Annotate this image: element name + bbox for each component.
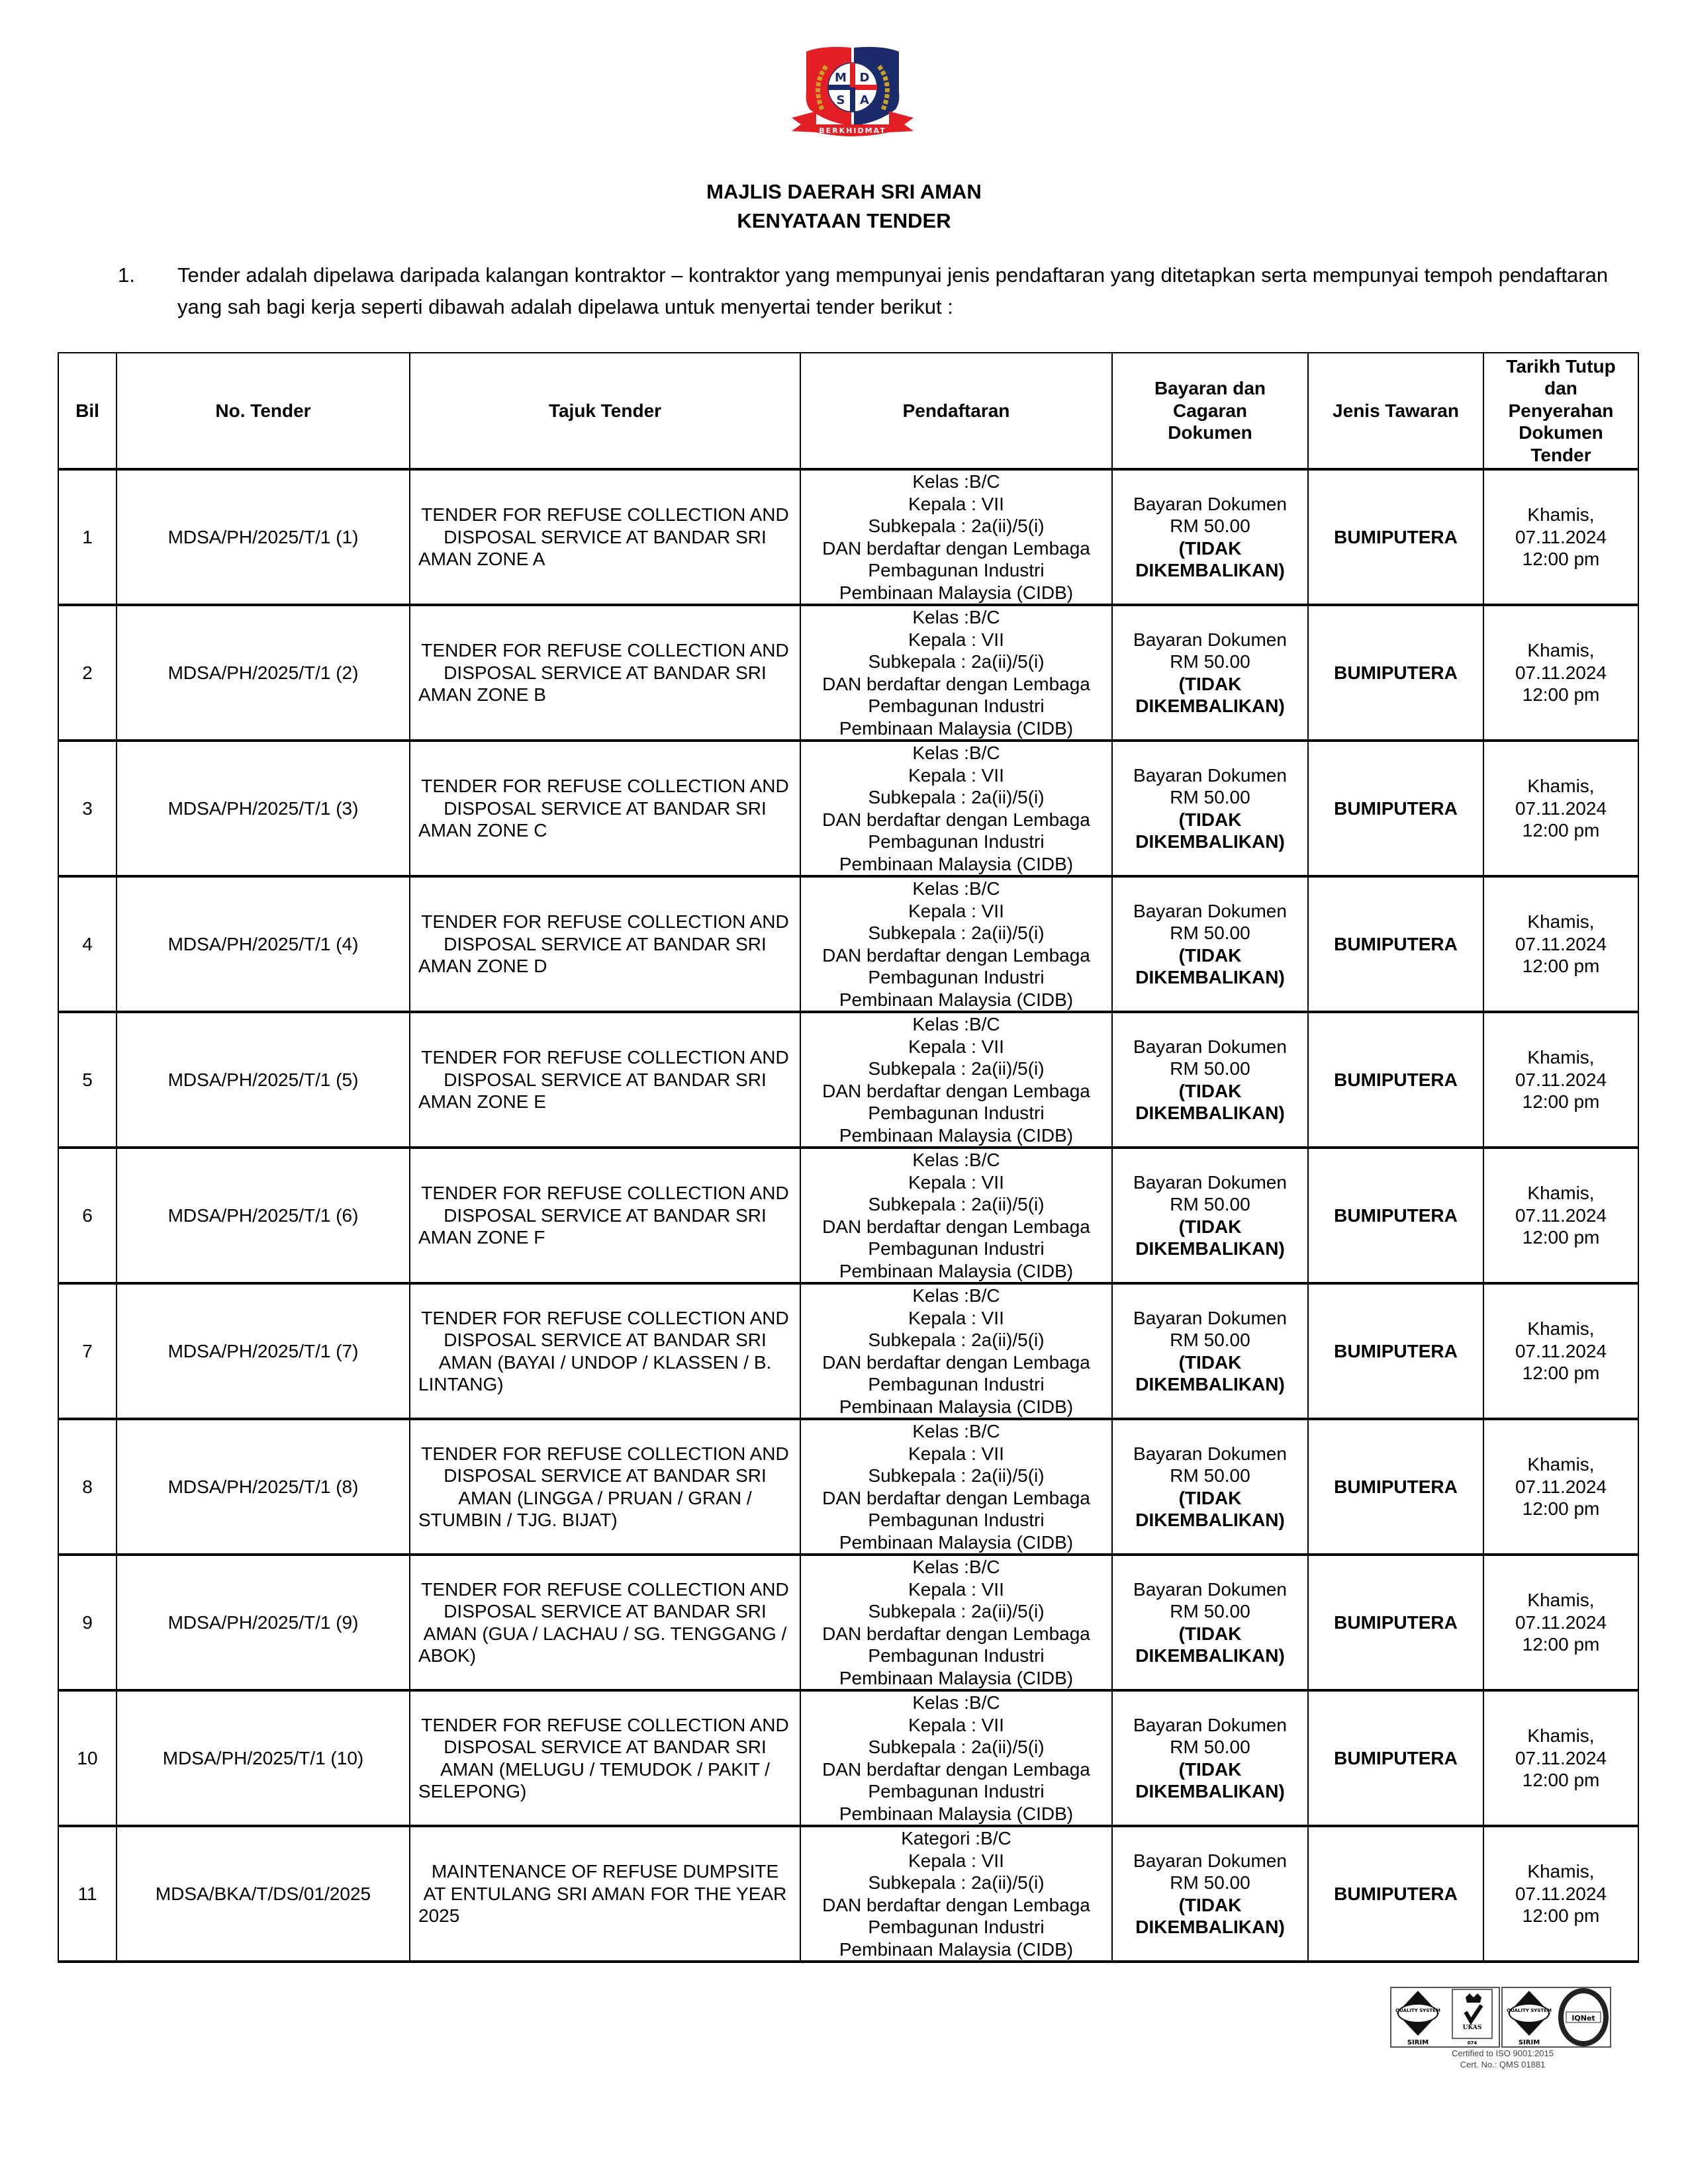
registration-line: Pembagunan Industri xyxy=(868,967,1045,987)
iqnet-certified-icon xyxy=(1561,1991,1606,2044)
registration-line: Kelas :B/C xyxy=(912,1421,1000,1441)
svg-text:UKAS: UKAS xyxy=(1462,2025,1482,2031)
cell-tender-title: TENDER FOR REFUSE COLLECTION AND DISPOSAL SERVICE AT BANDAR SRI AMAN ZONE A xyxy=(410,469,800,605)
cell-registration xyxy=(800,1012,1112,1148)
cell-offer-type xyxy=(1308,1012,1483,1148)
cell-offer-type xyxy=(1308,1283,1483,1419)
table-header-row xyxy=(58,353,1638,469)
cell-offer-type xyxy=(1308,605,1483,741)
closing-date: 07.11.2024 xyxy=(1515,1340,1607,1361)
cell-tender-number: MDSA/BKA/T/DS/01/2025 xyxy=(117,1826,410,1962)
payment-note: DIKEMBALIKAN) xyxy=(1135,831,1285,852)
registration-line: Pembagunan Industri xyxy=(868,1510,1045,1530)
payment-note: (TIDAK xyxy=(1178,944,1242,966)
payment-label: Bayaran Dokumen xyxy=(1133,1578,1287,1600)
registration-line: DAN berdaftar dengan Lembaga xyxy=(822,1216,1090,1237)
cell-bil: 6 xyxy=(58,1148,117,1283)
payment-amount: RM 50.00 xyxy=(1170,1872,1250,1893)
svg-text:SIRIM: SIRIM xyxy=(1518,2039,1540,2046)
registration-line: Kepala : VII xyxy=(908,493,1004,514)
cell-tender-title: TENDER FOR REFUSE COLLECTION AND DISPOSAL SERVICE AT BANDAR SRI AMAN (LINGGA / PRUAN / GRAN / STUMBIN / TJG. BIJAT) xyxy=(410,1419,800,1555)
cell-bil: 5 xyxy=(58,1012,117,1148)
offer-type-value: BUMIPUTERA xyxy=(1334,1883,1458,1904)
sirim-quality-system-icon xyxy=(1395,1991,1440,2046)
header-jenis-tawaran: Jenis Tawaran xyxy=(1308,353,1483,469)
cell-offer-type xyxy=(1308,1148,1483,1283)
cell-closing-date xyxy=(1483,1283,1638,1419)
registration-line: Kelas :B/C xyxy=(912,1285,1000,1306)
payment-note: (TIDAK xyxy=(1178,1623,1242,1644)
table-row xyxy=(58,1419,1638,1555)
registration-line: DAN berdaftar dengan Lembaga xyxy=(822,673,1090,694)
payment-note: (TIDAK xyxy=(1178,537,1242,559)
registration-line: Pembinaan Malaysia (CIDB) xyxy=(839,1531,1074,1553)
registration-line: Pembinaan Malaysia (CIDB) xyxy=(839,989,1074,1010)
offer-type-value: BUMIPUTERA xyxy=(1334,797,1458,819)
payment-note: DIKEMBALIKAN) xyxy=(1135,1238,1285,1259)
organization-name: MAJLIS DAERAH SRI AMAN xyxy=(706,180,982,203)
closing-date: 07.11.2024 xyxy=(1515,933,1607,954)
registration-line: Kepala : VII xyxy=(908,1307,1004,1328)
registration-line: Kepala : VII xyxy=(908,764,1004,786)
document-title: KENYATAAN TENDER xyxy=(737,209,951,232)
table-row xyxy=(58,876,1638,1012)
registration-line: Pembagunan Industri xyxy=(868,1238,1045,1259)
offer-type-value: BUMIPUTERA xyxy=(1334,1476,1458,1497)
closing-time: 12:00 pm xyxy=(1522,1905,1600,1927)
payment-amount: RM 50.00 xyxy=(1170,1330,1250,1350)
registration-line: Subkepala : 2a(ii)/5(i) xyxy=(868,1601,1045,1621)
svg-text:074: 074 xyxy=(1467,2040,1477,2046)
registration-line: DAN berdaftar dengan Lembaga xyxy=(822,537,1090,559)
registration-line: Pembinaan Malaysia (CIDB) xyxy=(839,1803,1074,1824)
payment-label: Bayaran Dokumen xyxy=(1133,1850,1287,1871)
registration-line: Kelas :B/C xyxy=(912,1557,1000,1577)
registration-line: Pembinaan Malaysia (CIDB) xyxy=(839,1667,1074,1688)
closing-date: 07.11.2024 xyxy=(1515,1747,1607,1768)
registration-line: Pembinaan Malaysia (CIDB) xyxy=(839,853,1074,874)
table-row xyxy=(58,605,1638,741)
payment-amount: RM 50.00 xyxy=(1170,1601,1250,1621)
registration-line: DAN berdaftar dengan Lembaga xyxy=(822,944,1090,966)
registration-line: Kepala : VII xyxy=(908,1036,1004,1057)
cell-closing-date xyxy=(1483,1690,1638,1826)
payment-label: Bayaran Dokumen xyxy=(1133,1171,1287,1193)
registration-line: Pembagunan Industri xyxy=(868,1917,1045,1937)
table-body xyxy=(58,469,1638,1962)
registration-line: Pembagunan Industri xyxy=(868,1374,1045,1394)
sirim-ukas-badge xyxy=(1390,1987,1500,2048)
closing-day: Khamis, xyxy=(1527,1318,1595,1340)
registration-line: Pembinaan Malaysia (CIDB) xyxy=(839,582,1074,603)
cell-registration xyxy=(800,1419,1112,1555)
svg-text:SIRIM: SIRIM xyxy=(1407,2039,1429,2046)
registration-line: Kelas :B/C xyxy=(912,471,1000,492)
registration-line: Kelas :B/C xyxy=(912,878,1000,899)
payment-note: (TIDAK xyxy=(1178,1080,1242,1101)
registration-line: DAN berdaftar dengan Lembaga xyxy=(822,1623,1090,1644)
cell-payment xyxy=(1112,1012,1308,1148)
header-tajuk-tender: Tajuk Tender xyxy=(410,353,800,469)
council-logo xyxy=(786,40,919,139)
closing-day: Khamis, xyxy=(1527,1725,1595,1747)
registration-line: Pembinaan Malaysia (CIDB) xyxy=(839,717,1074,739)
payment-note: (TIDAK xyxy=(1178,1216,1242,1237)
cell-tender-title: TENDER FOR REFUSE COLLECTION AND DISPOSAL SERVICE AT BANDAR SRI AMAN ZONE F xyxy=(410,1148,800,1283)
payment-note: DIKEMBALIKAN) xyxy=(1135,1645,1285,1666)
registration-line: DAN berdaftar dengan Lembaga xyxy=(822,1487,1090,1508)
registration-line: Subkepala : 2a(ii)/5(i) xyxy=(868,1330,1045,1350)
cell-payment xyxy=(1112,1826,1308,1962)
registration-line: Subkepala : 2a(ii)/5(i) xyxy=(868,1058,1045,1079)
cell-payment xyxy=(1112,469,1308,605)
closing-date: 07.11.2024 xyxy=(1515,1205,1607,1226)
registration-line: Kepala : VII xyxy=(908,629,1004,650)
payment-amount: RM 50.00 xyxy=(1170,1194,1250,1214)
cell-offer-type xyxy=(1308,876,1483,1012)
closing-date: 07.11.2024 xyxy=(1515,1476,1607,1497)
registration-line: Kelas :B/C xyxy=(912,607,1000,627)
registration-line: Subkepala : 2a(ii)/5(i) xyxy=(868,787,1045,807)
header-pendaftaran: Pendaftaran xyxy=(800,353,1112,469)
closing-time: 12:00 pm xyxy=(1522,1770,1600,1791)
closing-time: 12:00 pm xyxy=(1522,956,1600,977)
header-tarikh-tutup: Tarikh Tutup dan Penyerahan Dokumen Tender xyxy=(1483,353,1638,469)
cell-closing-date xyxy=(1483,876,1638,1012)
closing-time: 12:00 pm xyxy=(1522,684,1600,705)
registration-line: Pembagunan Industri xyxy=(868,696,1045,716)
cell-payment xyxy=(1112,1283,1308,1419)
logo-letter: M xyxy=(835,71,847,85)
cell-payment xyxy=(1112,1690,1308,1826)
closing-date: 07.11.2024 xyxy=(1515,526,1607,547)
registration-line: Kepala : VII xyxy=(908,900,1004,921)
table-row xyxy=(58,1826,1638,1962)
registration-line: Kategori :B/C xyxy=(901,1828,1011,1848)
payment-amount: RM 50.00 xyxy=(1170,787,1250,807)
closing-time: 12:00 pm xyxy=(1522,1227,1600,1248)
cell-registration xyxy=(800,605,1112,741)
payment-label: Bayaran Dokumen xyxy=(1133,900,1287,921)
registration-line: Pembinaan Malaysia (CIDB) xyxy=(839,1396,1074,1417)
header-bil: Bil xyxy=(58,353,117,469)
ukas-quality-management-icon xyxy=(1452,1989,1492,2046)
registration-line: Pembagunan Industri xyxy=(868,1781,1045,1801)
cell-registration xyxy=(800,469,1112,605)
payment-label: Bayaran Dokumen xyxy=(1133,1714,1287,1735)
cell-closing-date xyxy=(1483,1012,1638,1148)
tender-table xyxy=(58,352,1639,1963)
cell-closing-date xyxy=(1483,605,1638,741)
table-row xyxy=(58,1690,1638,1826)
cell-tender-title: TENDER FOR REFUSE COLLECTION AND DISPOSAL SERVICE AT BANDAR SRI AMAN (BAYAI / UNDOP / KLASSEN / B. LINTANG) xyxy=(410,1283,800,1419)
closing-time: 12:00 pm xyxy=(1522,1091,1600,1113)
registration-line: Kepala : VII xyxy=(908,1714,1004,1735)
registration-line: Subkepala : 2a(ii)/5(i) xyxy=(868,1194,1045,1214)
payment-amount: RM 50.00 xyxy=(1170,516,1250,536)
table-row xyxy=(58,469,1638,605)
registration-line: Kelas :B/C xyxy=(912,743,1000,763)
registration-line: Subkepala : 2a(ii)/5(i) xyxy=(868,1737,1045,1757)
cell-bil: 3 xyxy=(58,741,117,876)
payment-note: DIKEMBALIKAN) xyxy=(1135,1103,1285,1123)
mdsa-crest-icon xyxy=(786,40,919,139)
payment-label: Bayaran Dokumen xyxy=(1133,1443,1287,1464)
payment-note: DIKEMBALIKAN) xyxy=(1135,1374,1285,1394)
cell-registration xyxy=(800,876,1112,1012)
cell-bil: 7 xyxy=(58,1283,117,1419)
cell-registration xyxy=(800,1148,1112,1283)
logo-letter: A xyxy=(860,93,869,107)
cell-payment xyxy=(1112,1555,1308,1690)
cell-offer-type xyxy=(1308,1690,1483,1826)
payment-note: DIKEMBALIKAN) xyxy=(1135,696,1285,716)
cell-bil: 1 xyxy=(58,469,117,605)
closing-day: Khamis, xyxy=(1527,1454,1595,1475)
cell-registration xyxy=(800,741,1112,876)
registration-line: Subkepala : 2a(ii)/5(i) xyxy=(868,516,1045,536)
cell-offer-type xyxy=(1308,741,1483,876)
offer-type-value: BUMIPUTERA xyxy=(1334,1340,1458,1361)
offer-type-value: BUMIPUTERA xyxy=(1334,662,1458,683)
payment-note: (TIDAK xyxy=(1178,1351,1242,1373)
table-row xyxy=(58,1012,1638,1148)
cell-tender-number: MDSA/PH/2025/T/1 (2) xyxy=(117,605,410,741)
closing-time: 12:00 pm xyxy=(1522,1498,1600,1520)
cell-closing-date xyxy=(1483,1148,1638,1283)
cell-payment xyxy=(1112,876,1308,1012)
payment-label: Bayaran Dokumen xyxy=(1133,493,1287,514)
header-no-tender: No. Tender xyxy=(117,353,410,469)
cell-closing-date xyxy=(1483,469,1638,605)
closing-date: 07.11.2024 xyxy=(1515,1069,1607,1090)
registration-line: Kepala : VII xyxy=(908,1171,1004,1193)
registration-line: Pembagunan Industri xyxy=(868,1645,1045,1666)
cell-registration xyxy=(800,1826,1112,1962)
closing-time: 12:00 pm xyxy=(1522,1634,1600,1655)
payment-amount: RM 50.00 xyxy=(1170,651,1250,672)
registration-line: DAN berdaftar dengan Lembaga xyxy=(822,809,1090,830)
registration-line: Pembinaan Malaysia (CIDB) xyxy=(839,1938,1074,1960)
table-row xyxy=(58,1148,1638,1283)
closing-day: Khamis, xyxy=(1527,504,1595,525)
cell-bil: 4 xyxy=(58,876,117,1012)
registration-line: Pembagunan Industri xyxy=(868,560,1045,580)
registration-line: Kelas :B/C xyxy=(912,1014,1000,1034)
cell-payment xyxy=(1112,605,1308,741)
cell-registration xyxy=(800,1555,1112,1690)
table-row xyxy=(58,1283,1638,1419)
cell-tender-title: TENDER FOR REFUSE COLLECTION AND DISPOSAL SERVICE AT BANDAR SRI AMAN (GUA / LACHAU / SG. TENGGANG / ABOK) xyxy=(410,1555,800,1690)
registration-line: Subkepala : 2a(ii)/5(i) xyxy=(868,651,1045,672)
payment-note: (TIDAK xyxy=(1178,1487,1242,1508)
payment-note: DIKEMBALIKAN) xyxy=(1135,1781,1285,1801)
cell-bil: 9 xyxy=(58,1555,117,1690)
table-row xyxy=(58,741,1638,876)
cell-payment xyxy=(1112,741,1308,876)
table-row xyxy=(58,1555,1638,1690)
closing-date: 07.11.2024 xyxy=(1515,1612,1607,1633)
registration-line: Pembinaan Malaysia (CIDB) xyxy=(839,1260,1074,1281)
registration-line: Kepala : VII xyxy=(908,1578,1004,1600)
registration-line: Subkepala : 2a(ii)/5(i) xyxy=(868,1465,1045,1486)
closing-day: Khamis, xyxy=(1527,640,1595,661)
offer-type-value: BUMIPUTERA xyxy=(1334,1069,1458,1090)
cell-tender-title: TENDER FOR REFUSE COLLECTION AND DISPOSAL SERVICE AT BANDAR SRI AMAN ZONE E xyxy=(410,1012,800,1148)
cell-tender-title: TENDER FOR REFUSE COLLECTION AND DISPOSAL SERVICE AT BANDAR SRI AMAN ZONE C xyxy=(410,741,800,876)
sirim-quality-system-icon xyxy=(1507,1991,1552,2046)
cell-tender-number: MDSA/PH/2025/T/1 (5) xyxy=(117,1012,410,1148)
closing-day: Khamis, xyxy=(1527,1590,1595,1611)
closing-date: 07.11.2024 xyxy=(1515,662,1607,683)
payment-note: (TIDAK xyxy=(1178,809,1242,830)
closing-day: Khamis, xyxy=(1527,1861,1595,1882)
closing-time: 12:00 pm xyxy=(1522,549,1600,570)
registration-line: DAN berdaftar dengan Lembaga xyxy=(822,1894,1090,1915)
offer-type-value: BUMIPUTERA xyxy=(1334,1747,1458,1768)
certification-badges xyxy=(1390,1987,1615,2079)
cell-bil: 10 xyxy=(58,1690,117,1826)
payment-amount: RM 50.00 xyxy=(1170,1058,1250,1079)
logo-motto: BERKHIDMAT xyxy=(819,126,886,135)
logo-letter: D xyxy=(859,71,870,85)
cell-tender-title: TENDER FOR REFUSE COLLECTION AND DISPOSAL SERVICE AT BANDAR SRI AMAN ZONE B xyxy=(410,605,800,741)
cell-bil: 8 xyxy=(58,1419,117,1555)
offer-type-value: BUMIPUTERA xyxy=(1334,933,1458,954)
cell-registration xyxy=(800,1690,1112,1826)
registration-line: Kepala : VII xyxy=(908,1850,1004,1871)
cell-tender-number: MDSA/PH/2025/T/1 (4) xyxy=(117,876,410,1012)
registration-line: Pembagunan Industri xyxy=(868,831,1045,852)
cell-closing-date xyxy=(1483,1555,1638,1690)
offer-type-value: BUMIPUTERA xyxy=(1334,1612,1458,1633)
registration-line: Pembinaan Malaysia (CIDB) xyxy=(839,1124,1074,1146)
svg-text:QUALITY SYSTEM: QUALITY SYSTEM xyxy=(1507,2008,1552,2013)
svg-text:QUALITY SYSTEM: QUALITY SYSTEM xyxy=(1395,2008,1440,2013)
cert-number-text: Cert. No.: QMS 01881 xyxy=(1460,2060,1546,2070)
intro-paragraph xyxy=(118,259,1614,323)
payment-label: Bayaran Dokumen xyxy=(1133,1036,1287,1057)
cell-offer-type xyxy=(1308,1419,1483,1555)
cell-bil: 11 xyxy=(58,1826,117,1962)
offer-type-value: BUMIPUTERA xyxy=(1334,1205,1458,1226)
closing-time: 12:00 pm xyxy=(1522,820,1600,841)
cell-payment xyxy=(1112,1419,1308,1555)
cell-tender-number: MDSA/PH/2025/T/1 (10) xyxy=(117,1690,410,1826)
registration-line: Subkepala : 2a(ii)/5(i) xyxy=(868,1872,1045,1893)
closing-date: 07.11.2024 xyxy=(1515,797,1607,819)
registration-line: Kepala : VII xyxy=(908,1443,1004,1464)
paragraph-text: Tender adalah dipelawa daripada kalangan kontraktor – kontraktor yang mempunyai jenis pendaftaran yang ditetapkan serta mempunyai tempoh pendaftaran yang sah bagi kerja seperti dibawah adalah dipelawa untuk menyertai tender berikut : xyxy=(177,263,1609,318)
cell-closing-date xyxy=(1483,1419,1638,1555)
cell-offer-type xyxy=(1308,1555,1483,1690)
cell-offer-type xyxy=(1308,469,1483,605)
cell-tender-number: MDSA/PH/2025/T/1 (8) xyxy=(117,1419,410,1555)
cell-tender-title: TENDER FOR REFUSE COLLECTION AND DISPOSAL SERVICE AT BANDAR SRI AMAN ZONE D xyxy=(410,876,800,1012)
payment-note: DIKEMBALIKAN) xyxy=(1135,1917,1285,1937)
header-bayaran: Bayaran dan Cagaran Dokumen xyxy=(1112,353,1308,469)
registration-line: DAN berdaftar dengan Lembaga xyxy=(822,1758,1090,1780)
closing-day: Khamis, xyxy=(1527,911,1595,933)
cell-offer-type xyxy=(1308,1826,1483,1962)
payment-amount: RM 50.00 xyxy=(1170,1737,1250,1757)
payment-note: (TIDAK xyxy=(1178,673,1242,694)
payment-note: (TIDAK xyxy=(1178,1758,1242,1780)
payment-amount: RM 50.00 xyxy=(1170,1465,1250,1486)
closing-time: 12:00 pm xyxy=(1522,1363,1600,1384)
cell-tender-number: MDSA/PH/2025/T/1 (6) xyxy=(117,1148,410,1283)
logo-letter: S xyxy=(836,93,845,107)
registration-line: Pembagunan Industri xyxy=(868,1103,1045,1123)
payment-label: Bayaran Dokumen xyxy=(1133,764,1287,786)
paragraph-number: 1. xyxy=(118,263,135,287)
cell-tender-number: MDSA/PH/2025/T/1 (9) xyxy=(117,1555,410,1690)
cell-registration xyxy=(800,1283,1112,1419)
iso-certified-text: Certified to ISO 9001:2015 xyxy=(1452,2048,1554,2058)
closing-date: 07.11.2024 xyxy=(1515,1883,1607,1904)
registration-line: Subkepala : 2a(ii)/5(i) xyxy=(868,923,1045,943)
cell-closing-date xyxy=(1483,741,1638,876)
cell-bil: 2 xyxy=(58,605,117,741)
payment-note: DIKEMBALIKAN) xyxy=(1135,560,1285,580)
cell-tender-number: MDSA/PH/2025/T/1 (1) xyxy=(117,469,410,605)
payment-note: DIKEMBALIKAN) xyxy=(1135,1510,1285,1530)
registration-line: Kelas :B/C xyxy=(912,1692,1000,1713)
cell-tender-title: MAINTENANCE OF REFUSE DUMPSITE AT ENTULANG SRI AMAN FOR THE YEAR 2025 xyxy=(410,1826,800,1962)
closing-day: Khamis, xyxy=(1527,776,1595,797)
cell-tender-number: MDSA/PH/2025/T/1 (7) xyxy=(117,1283,410,1419)
registration-line: DAN berdaftar dengan Lembaga xyxy=(822,1351,1090,1373)
closing-day: Khamis, xyxy=(1527,1183,1595,1204)
cell-tender-title: TENDER FOR REFUSE COLLECTION AND DISPOSAL SERVICE AT BANDAR SRI AMAN (MELUGU / TEMUDOK / PAKIT / SELEPONG) xyxy=(410,1690,800,1826)
payment-note: (TIDAK xyxy=(1178,1894,1242,1915)
svg-text:IQNet: IQNet xyxy=(1571,2014,1595,2023)
sirim-iqnet-badge xyxy=(1501,1987,1611,2048)
registration-line: DAN berdaftar dengan Lembaga xyxy=(822,1080,1090,1101)
cell-payment xyxy=(1112,1148,1308,1283)
cell-tender-number: MDSA/PH/2025/T/1 (3) xyxy=(117,741,410,876)
registration-line: Kelas :B/C xyxy=(912,1150,1000,1170)
payment-label: Bayaran Dokumen xyxy=(1133,1307,1287,1328)
offer-type-value: BUMIPUTERA xyxy=(1334,526,1458,547)
payment-amount: RM 50.00 xyxy=(1170,923,1250,943)
closing-day: Khamis, xyxy=(1527,1047,1595,1068)
cell-closing-date xyxy=(1483,1826,1638,1962)
payment-note: DIKEMBALIKAN) xyxy=(1135,967,1285,987)
payment-label: Bayaran Dokumen xyxy=(1133,629,1287,650)
